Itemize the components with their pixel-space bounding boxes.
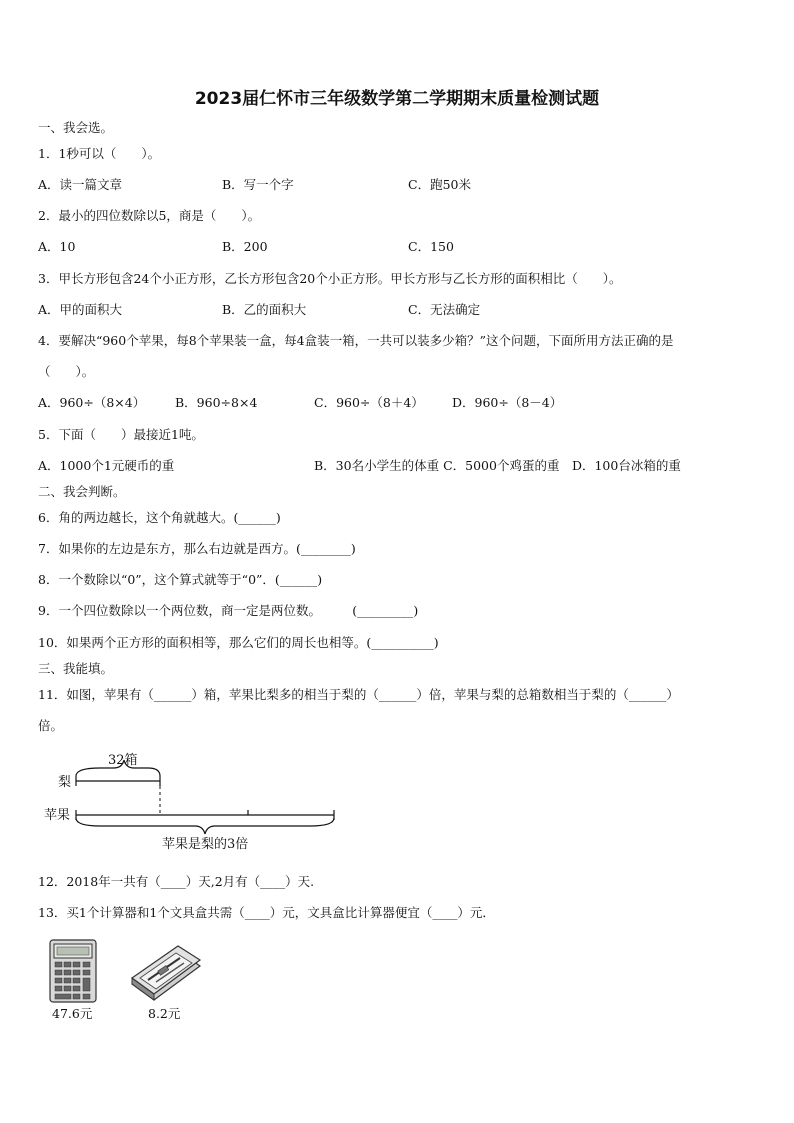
q3-option-b: B．乙的面积大 xyxy=(222,302,307,317)
apple-label: 苹果 xyxy=(44,808,71,823)
bottom-brace xyxy=(76,818,334,834)
question-6: 6．角的两边越长，这个角就越大。(______) xyxy=(38,510,281,525)
question-12: 12．2018年一共有（____）天,2月有（____）天. xyxy=(38,874,315,889)
q4-option-d: D．960÷（8－4） xyxy=(452,395,563,410)
q5-options-bcd: B．30名小学生的体重 C．5000个鸡蛋的重 D．100台冰箱的重 xyxy=(314,458,681,473)
q3-option-c: C．无法确定 xyxy=(408,302,481,317)
question-10: 10．如果两个正方形的面积相等，那么它们的周长也相等。(__________) xyxy=(38,635,439,650)
section-heading-1: 一、我会选。 xyxy=(38,120,114,135)
question-11-line-1: 11．如图，苹果有（______）箱，苹果比梨多的相当于梨的（______）倍，苹果与梨的总箱数相当于梨的（______） xyxy=(38,687,679,702)
question-11-line-2: 倍。 xyxy=(38,718,64,733)
question-8: 8．一个数除以“0”，这个算式就等于“0”．(______) xyxy=(38,572,323,587)
pear-label: 梨 xyxy=(58,775,72,790)
calculator-icon xyxy=(48,938,98,1004)
page-title: 2023届仁怀市三年级数学第二学期期末质量检测试题 xyxy=(194,89,600,109)
q2-option-b: B．200 xyxy=(222,239,268,254)
q1-option-b: B．写一个字 xyxy=(222,177,294,192)
bottom-brace-label: 苹果是梨的3倍 xyxy=(162,837,249,852)
q4-option-b: B．960÷8×4 xyxy=(175,395,258,410)
q2-option-c: C．150 xyxy=(408,239,454,254)
pencil-case-price: 8.2元 xyxy=(148,1006,181,1021)
q1-option-c: C．跑50米 xyxy=(408,177,471,192)
section-heading-2: 二、我会判断。 xyxy=(38,484,126,499)
question-9: 9．一个四位数除以一个两位数，商一定是两位数。 (_________) xyxy=(38,603,419,618)
question-3: 3．甲长方形包含24个小正方形，乙长方形包含20个小正方形。甲长方形与乙长方形的面积相比（ ）。 xyxy=(38,271,622,286)
q3-option-a: A．甲的面积大 xyxy=(38,302,123,317)
q5-option-a: A．1000个1元硬币的重 xyxy=(38,458,175,473)
question-5: 5．下面（ ）最接近1吨。 xyxy=(38,427,204,442)
question-13: 13．买1个计算器和1个文具盒共需（____）元，文具盒比计算器便宜（____）元． xyxy=(38,905,495,920)
q4-option-c: C．960÷（8＋4） xyxy=(314,395,424,410)
question-4-line-1: 4．要解决“960个苹果，每8个苹果装一盒，每4盒装一箱，一共可以装多少箱？”这个问题，下面所用方法正确的是 xyxy=(38,333,674,348)
question-4-line-2: （ ）。 xyxy=(38,364,95,379)
section-heading-3: 三、我能填。 xyxy=(38,661,114,676)
q2-option-a: A．10 xyxy=(38,239,76,254)
question-7: 7．如果你的左边是东方，那么右边就是西方。(________) xyxy=(38,541,356,556)
q4-option-a: A．960÷（8×4） xyxy=(38,395,146,410)
segment-diagram xyxy=(40,748,350,858)
top-brace-label: 32箱 xyxy=(108,753,138,768)
pencil-case-icon xyxy=(128,944,204,1002)
q1-option-a: A．读一篇文章 xyxy=(38,177,123,192)
calculator-price: 47.6元 xyxy=(52,1006,93,1021)
question-2: 2．最小的四位数除以5，商是（ ）。 xyxy=(38,208,261,223)
question-1: 1．1秒可以（ ）。 xyxy=(38,146,161,161)
